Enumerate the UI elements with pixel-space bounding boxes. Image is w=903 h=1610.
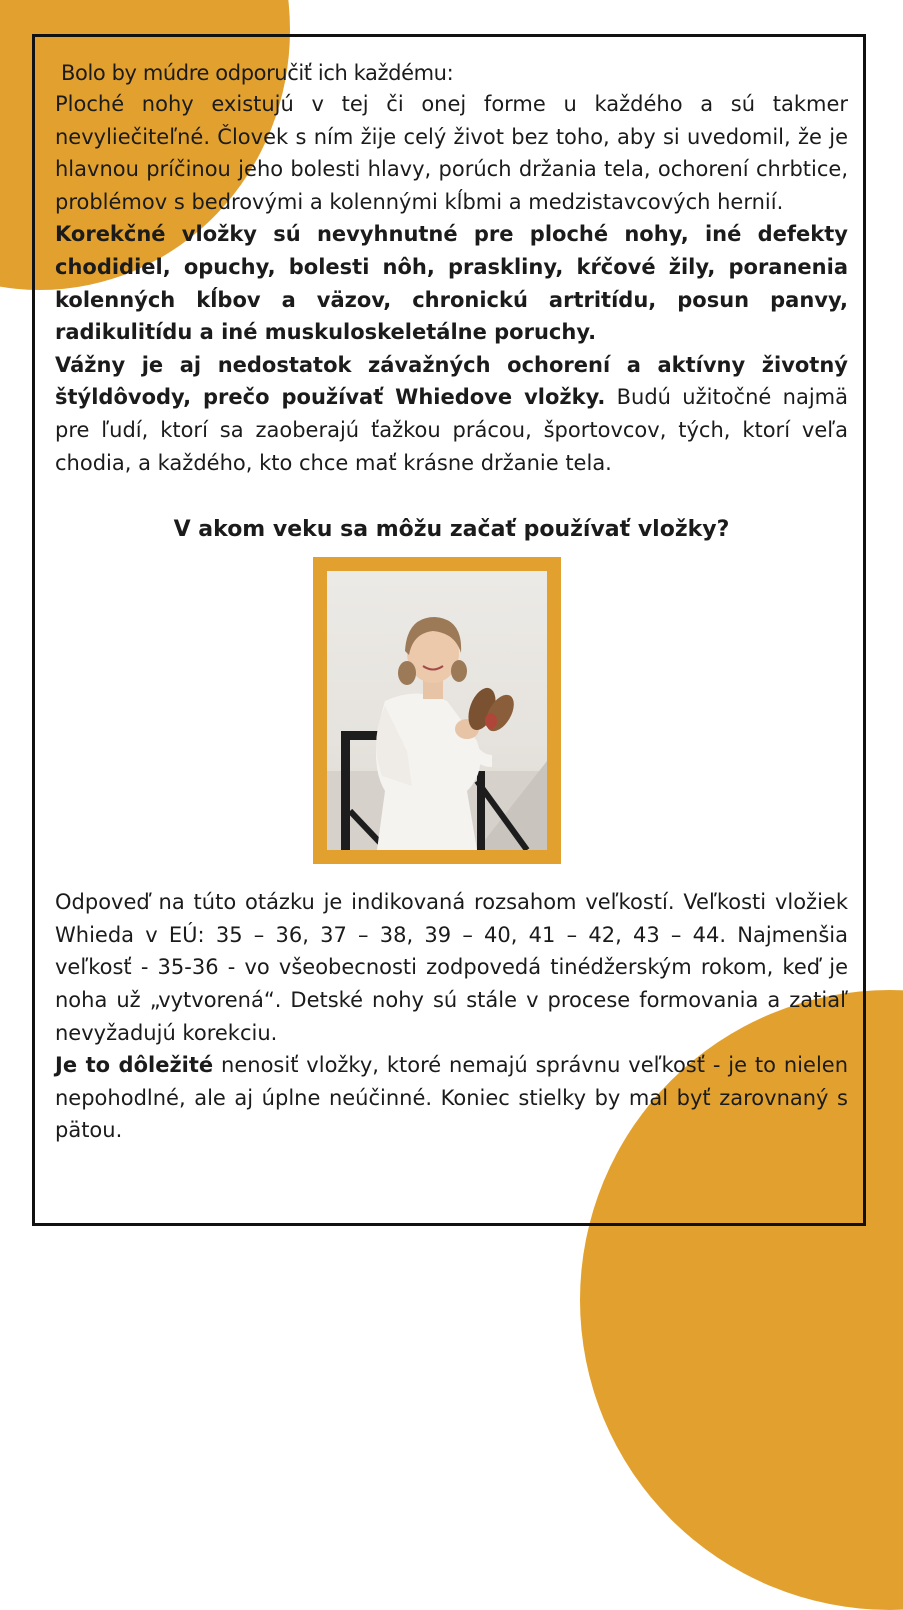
reasons-bold: Vážny je aj nedostatok závažných ochorení a aktívny životný štýldôvody, prečo používať Whiedove vložky. — [55, 352, 848, 410]
reasons-rest: Budú užitočné najmä pre ľudí, ktorí sa zaoberajú ťažkou prácou, športovcov, tých, ktorí veľa chodia, a každého, kto chce mať krásne držanie tela. — [55, 385, 848, 475]
intro-line: Bolo by múdre odporučiť ich každému: — [61, 61, 454, 85]
important-bold: Je to dôležité — [55, 1053, 214, 1078]
section-heading: V akom veku sa môžu začať používať vložky? — [173, 517, 730, 543]
photo-illustration — [327, 571, 547, 850]
paragraph-insoles-needed: Korekčné vložky sú nevyhnutné pre ploché nohy, iné defekty chodidiel, opuchy, bolesti nôh, praskliny, kŕčové žily, poranenia kolenných kĺbov a väzov, chronickú artritídu, posun panvy, radikulitídu a iné muskuloskeletálne poruchy. — [55, 222, 848, 345]
bottom-text — [55, 886, 848, 1147]
document-body — [55, 58, 848, 1147]
woman-holding-insoles-photo — [327, 571, 547, 850]
photo-frame — [313, 557, 561, 864]
paragraph-sizes: Odpoveď na túto otázku je indikovaná rozsahom veľkostí. Veľkosti vložiek Whieda v EÚ: 35 – 36, 37 – 38, 39 – 40, 41 – 42, 43 – 44. Najmenšia veľkosť - 35-36 - vo všeobecnosti zodpovedá tinédžerským rokom, keď je noha už „vytvorená“. Detské nohy sú stále v procese formovania a zatiaľ nevyžadujú korekciu. — [55, 890, 848, 1045]
important-rest: nenosiť vložky, ktoré nemajú správnu veľkosť - je to nielen nepohodlné, ale aj úplne neúčinné. Koniec stielky by mal byť zarovnaný s pätou. — [55, 1053, 849, 1143]
paragraph-reasons — [55, 349, 848, 479]
paragraph-flat-feet: Ploché nohy existujú v tej či onej forme u každého a sú takmer nevyliečiteľné. Človek s ním žije celý život bez toho, aby si uvedomil, že je hlavnou príčinou jeho bolesti hlavy, porúch držania tela, ochorení chrbtice, problémov s bedrovými a kolennými kĺbmi a medzistavcových hernií. — [55, 92, 848, 214]
paragraph-important — [55, 1049, 848, 1147]
